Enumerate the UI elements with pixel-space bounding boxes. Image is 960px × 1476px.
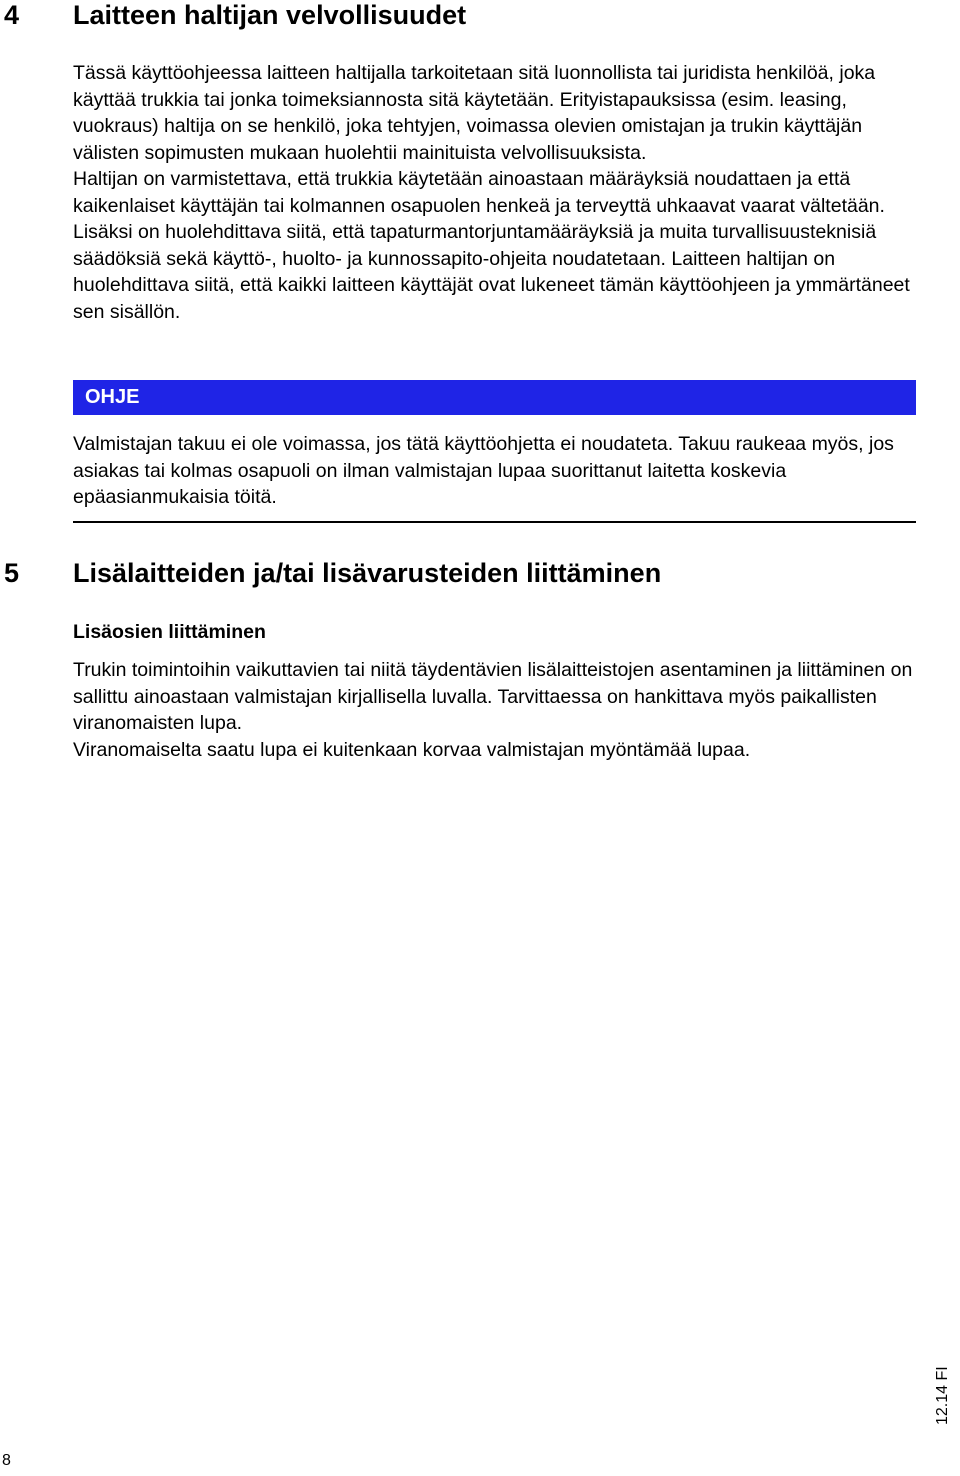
- body-paragraph: Tässä käyttöohjeessa laitteen haltijalla tarkoitetaan sitä luonnollista tai juridista henkilöä, joka käyttää trukkia tai jonka toimeksiannosta sitä käytetään. Erityistapauksissa (esim. leasing, vuokraus) haltija on se henkilö, joka tehtyjen, voimassa olevien omistajan ja trukin käyttäjän välisten sopimusten mukaan huolehtii mainituista velvollisuuksista.: [73, 62, 876, 164]
- notice-body: [73, 431, 916, 511]
- notice-label: OHJE: [85, 386, 140, 408]
- section-number: 5: [4, 558, 20, 588]
- body-paragraph: Haltijan on varmistettava, että trukkia käytetään ainoastaan määräyksiä noudattaen ja että kaikenlaiset käyttäjän tai kolmannen osapuolen henkeä ja terveyttä uhkaavat vaarat vältetään. Lisäksi on huolehdittava siitä, että tapaturmantorjuntamääräyksiä ja muita turvallisuusteknisiä säädöksiä sekä käyttö-, huolto- ja kunnossapito-ohjeita noudatetaan. Laitteen haltijan on huolehdittava siitä, että kaikki laitteen käyttäjät ovat lukeneet tämän käyttöohjeen ja ymmärtäneet sen sisällön.: [73, 168, 910, 323]
- notice-banner: [73, 380, 916, 415]
- section-title: Lisälaitteiden ja/tai lisävarusteiden liittäminen: [73, 558, 662, 588]
- document-code: 12.14 FI: [934, 1366, 951, 1425]
- body-paragraph: Trukin toimintoihin vaikuttavien tai niitä täydentävien lisälaitteistojen asentaminen ja liittäminen on sallittu ainoastaan valmistajan kirjallisella luvalla. Tarvittaessa on hankittava myös paikallisten viranomaisten lupa.: [73, 659, 913, 734]
- page-number: 8: [2, 1452, 11, 1469]
- section-number: 4: [4, 0, 20, 30]
- subsection-heading: Lisäosien liittäminen: [73, 621, 266, 643]
- body-paragraph: Viranomaiselta saatu lupa ei kuitenkaan korvaa valmistajan myöntämää lupaa.: [73, 738, 751, 761]
- section-title: Laitteen haltijan velvollisuudet: [73, 0, 467, 30]
- notice-text: Valmistajan takuu ei ole voimassa, jos tätä käyttöohjetta ei noudateta. Takuu raukeaa myös, jos asiakas tai kolmas osapuoli on ilman valmistajan lupaa suorittanut laitetta koskevia epäasianmukaisia töitä.: [73, 433, 894, 508]
- notice-divider: [73, 521, 916, 523]
- section-body: [73, 60, 916, 325]
- section-body: [73, 657, 916, 763]
